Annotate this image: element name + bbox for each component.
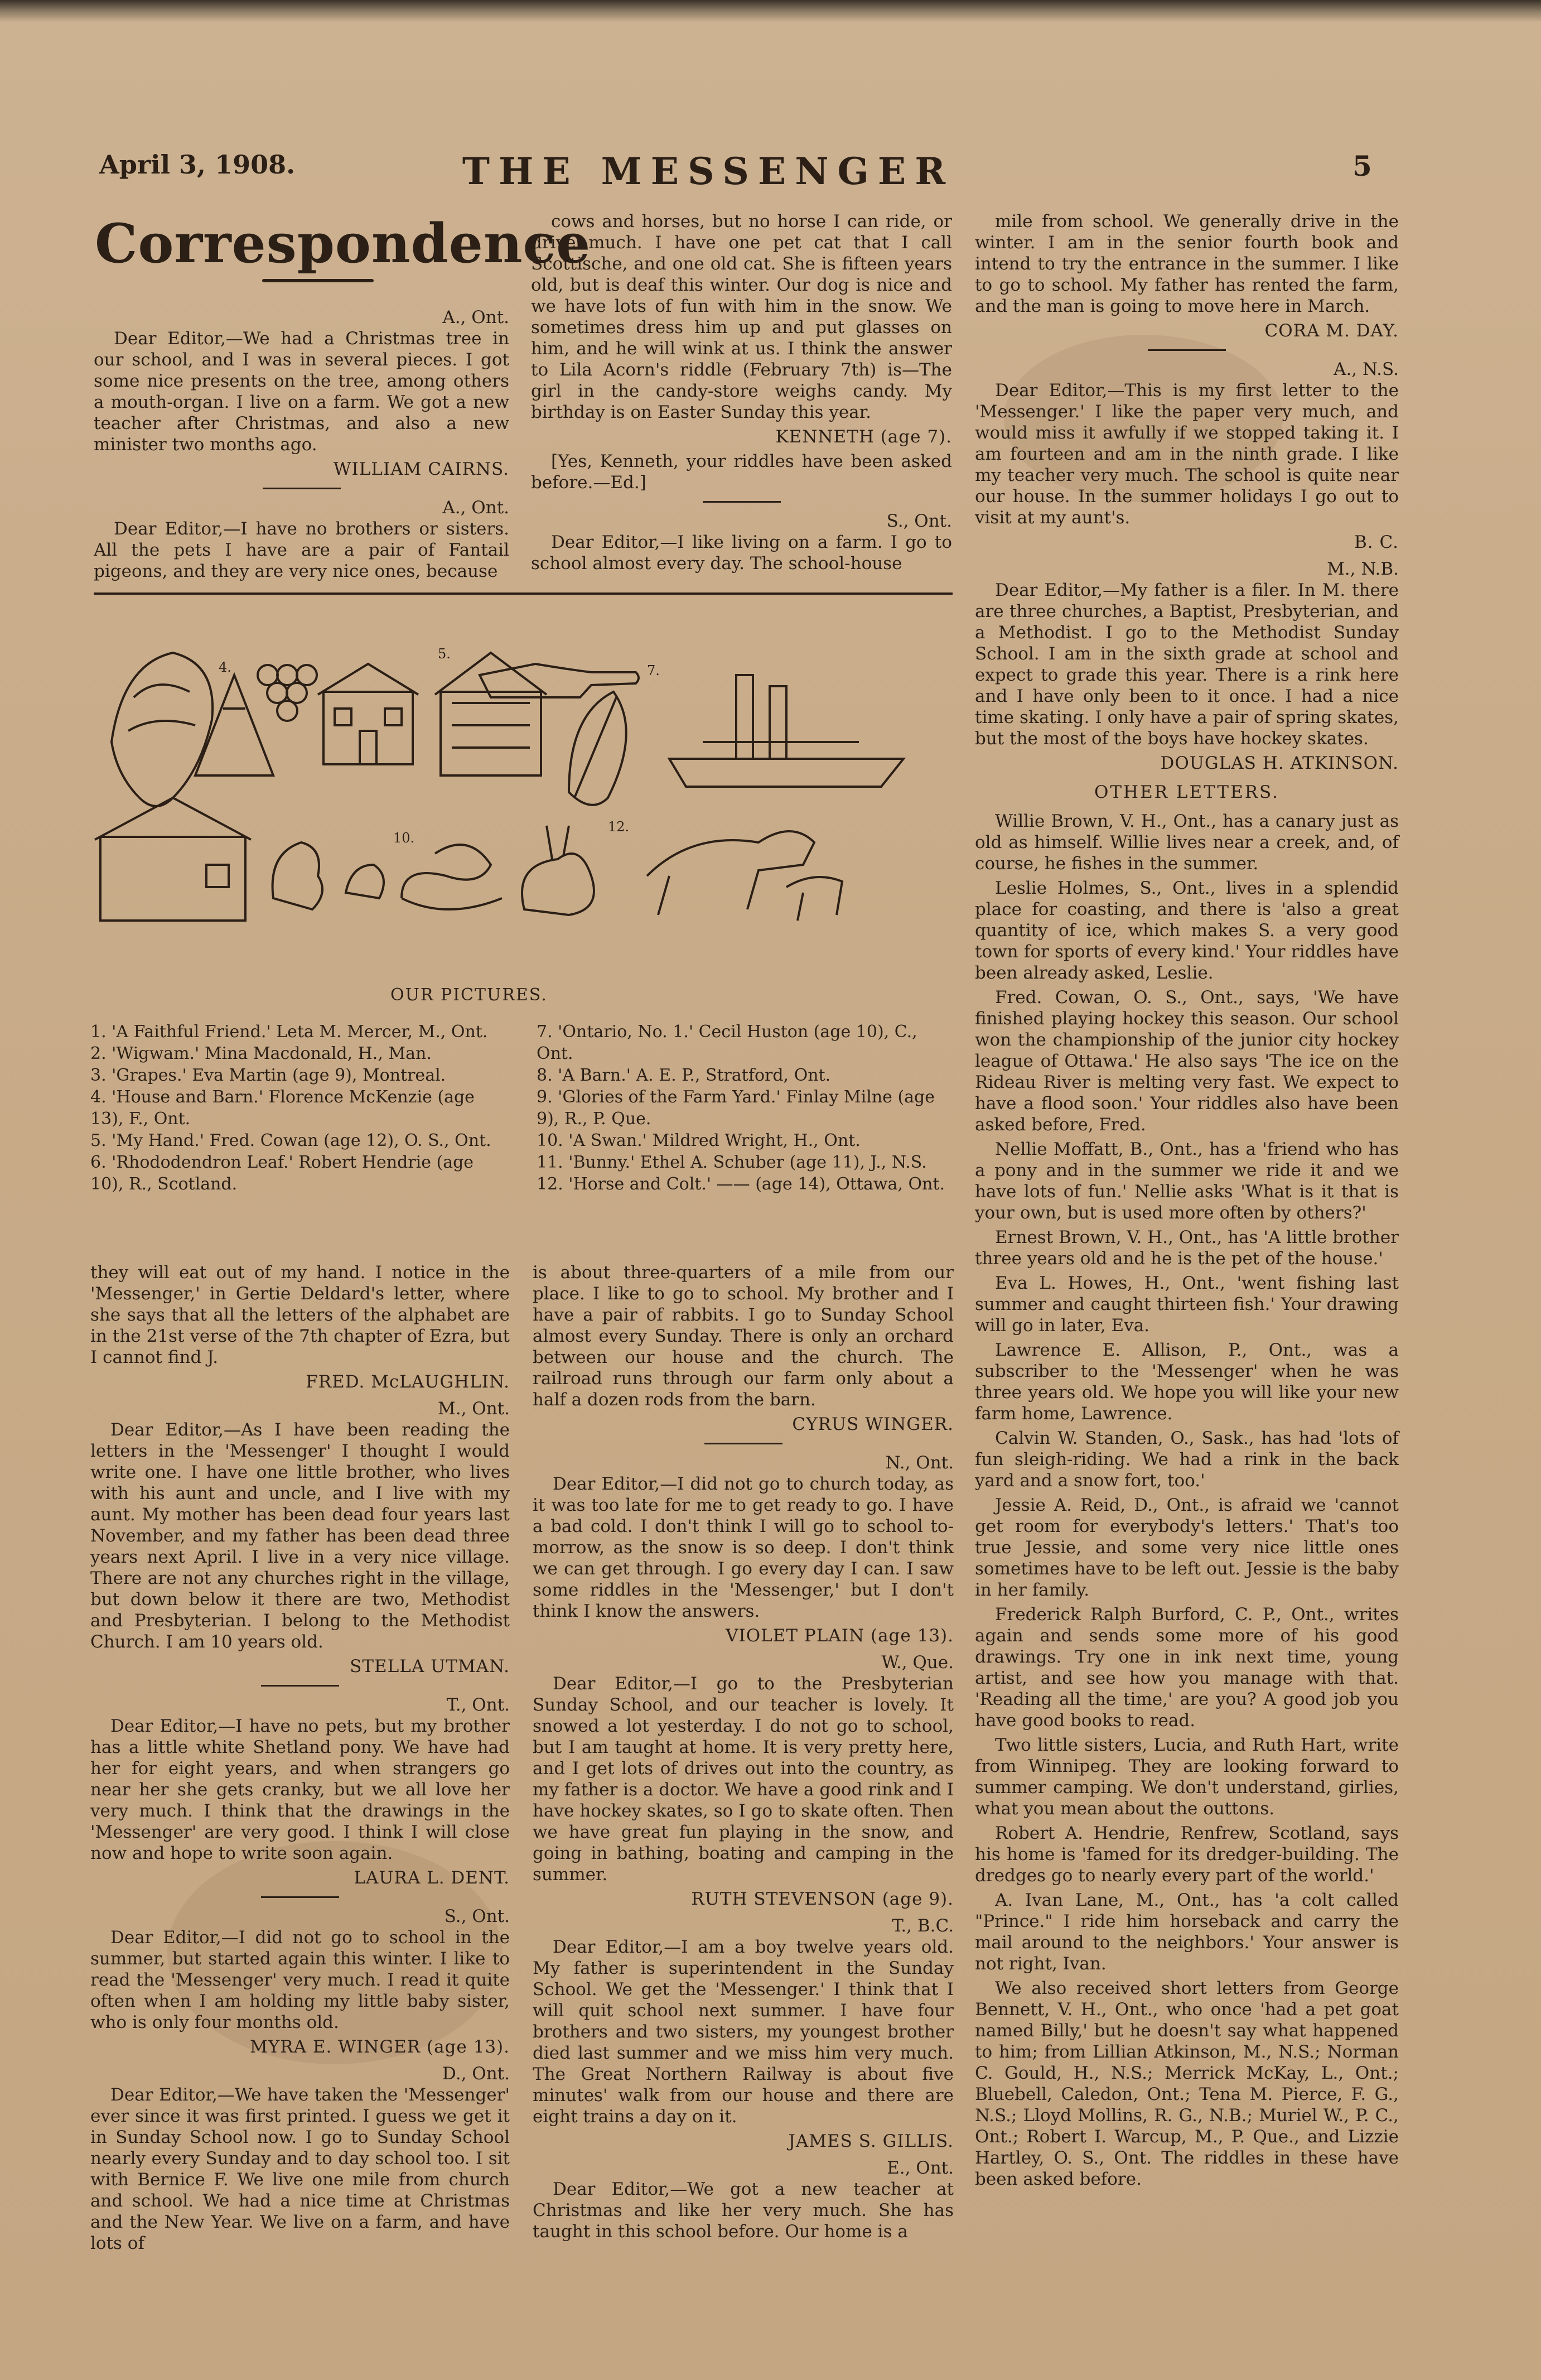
letter-text: Dear Editor,—As I have been reading the letters in the 'Messenger' I thought I would write one. I have one little brother, who lives with his aunt and uncle, and I live with my aunt. My mother has been dead four years last November, and my father has been dead three years next April. I live in a very nice village. There are not any churches right in the village, but down below it there are two, Methodist and Presbyterian. I belong to the Methodist Church. I am 10 years old. bbox=[90, 1420, 510, 1652]
letter-text: Dear Editor,—My father is a filer. In M. there are three churches, a Baptist, Presbyterian, and a Methodist. I go to the Methodist Sunday School. I am in the sixth grade at school and expect to grade this year. There is a rink here and I have only been to it once. I had a nice time skating. I only have a pair of spring skates, but the most of the boys have hockey skates. bbox=[975, 580, 1399, 749]
column-1-top bbox=[94, 301, 509, 585]
letter-separator bbox=[261, 1896, 339, 1898]
letter-text: Jessie A. Reid, D., Ont., is afraid we 'cannot get room for everybody's letters.' That's too true Jessie, and some very nice little ones sometimes have to be left out. Jessie is the baby in her family. bbox=[975, 1495, 1399, 1600]
letter-text: Frederick Ralph Burford, C. P., Ont., writes again and sends some more of his good drawings. Try one in ink next time, young artist, and see how you manage with that. 'Reading all the time,' are you? A good job you have good books to read. bbox=[975, 1605, 1399, 1731]
drawing-bunny bbox=[522, 826, 594, 915]
letter-location: M., Ont. bbox=[438, 1399, 510, 1419]
letter-text: Eva L. Howes, H., Ont., 'went fishing last summer and caught thirteen fish.' Your drawing will go in later, Eva. bbox=[975, 1273, 1399, 1336]
letter-separator bbox=[263, 488, 341, 489]
drawing-small-barn bbox=[95, 798, 251, 921]
letter-text: mile from school. We generally drive in the winter. I am in the senior fourth book and intend to try the entrance in the summer. I like to go to school. My father has rented the farm, and the man is going to move here in March. bbox=[975, 211, 1399, 316]
drawing-horse-and-colt bbox=[647, 831, 842, 921]
letter-location: S., Ont. bbox=[444, 1906, 510, 1926]
section-divider bbox=[94, 592, 953, 595]
letter-text: Willie Brown, V. H., Ont., has a canary just as old as himself. Willie lives near a creek, and, of course, he fishes in the summer. bbox=[975, 811, 1399, 874]
letter-location: D., Ont. bbox=[442, 2064, 510, 2084]
letter-text: is about three-quarters of a mile from our place. I like to go to school. My brother and I have a pair of rabbits. I go to Sunday School almost every Sunday. There is only an orchard between our house and the church. The railroad runs through our farm only about a half a dozen rods from the barn. bbox=[533, 1263, 954, 1410]
drawing-faithful-friend bbox=[112, 653, 212, 806]
title-underline bbox=[262, 279, 374, 282]
letter-signature: DOUGLAS H. ATKINSON. bbox=[1160, 753, 1399, 773]
page-number: 5 bbox=[1352, 150, 1372, 182]
letter-signature: FRED. McLAUGHLIN. bbox=[306, 1372, 510, 1392]
subheading: OTHER LETTERS. bbox=[1094, 782, 1280, 802]
letter-text: Dear Editor,—I go to the Presbyterian Sunday School, and our teacher is lovely. It snowed a lot yesterday. I do not go to school, but I am taught at home. It is very pretty here, and I get lots of drives out into the country, as my father is a doctor. We have a good rink and I have hockey skates, so I go to skate often. Then we have great fun playing in the snow, and going in bathing, boating and camping in the summer. bbox=[533, 1674, 954, 1885]
editor-note: [Yes, Kenneth, your riddles have been asked before.—Ed.] bbox=[531, 451, 952, 493]
letter-text: Dear Editor,—I have no pets, but my brother has a little white Shetland pony. We have had her for eight years, and when strangers go near her she gets cranky, but we all love her very much. I think that the drawings in the 'Messenger' are very good. I think I will close now and hope to write soon again. bbox=[90, 1716, 510, 1863]
letter-text: Dear Editor,—We got a new teacher at Christmas and like her very much. She has taught in this school before. Our home is a bbox=[533, 2179, 954, 2242]
letter-signature: STELLA UTMAN. bbox=[350, 1656, 510, 1676]
letter-location: T., Ont. bbox=[446, 1695, 510, 1715]
letter-text: Dear Editor,—I like living on a farm. I go to school almost every day. The school-house bbox=[531, 532, 952, 574]
picture-caption: 10. 'A Swan.' Mildred Wright, H., Ont. bbox=[537, 1131, 861, 1150]
letter-signature: WILLIAM CAIRNS. bbox=[333, 459, 509, 479]
letter-text: Dear Editor,—I have no brothers or sisters. All the pets I have are a pair of Fantail pigeons, and they are very nice ones, because bbox=[94, 519, 509, 581]
letter-separator bbox=[261, 1685, 339, 1687]
picture-caption: 4. 'House and Barn.' Florence McKenzie (age 13), F., Ont. bbox=[90, 1087, 475, 1129]
picture-caption: 8. 'A Barn.' A. E. P., Stratford, Ont. bbox=[537, 1066, 831, 1085]
column-1-bottom bbox=[90, 1262, 510, 2257]
picture-caption: 3. 'Grapes.' Eva Martin (age 9), Montreal. bbox=[90, 1066, 446, 1085]
picture-caption: 5. 'My Hand.' Fred. Cowan (age 12), O. S., Ont. bbox=[90, 1131, 491, 1150]
letter-location: A., N.S. bbox=[1334, 359, 1399, 379]
letter-location: N., Ont. bbox=[885, 1453, 954, 1473]
letter-location: M., N.B. bbox=[1327, 559, 1399, 579]
letter-signature: KENNETH (age 7). bbox=[775, 427, 952, 447]
picture-number: 5. bbox=[438, 646, 451, 662]
picture-caption: 2. 'Wigwam.' Mina Macdonald, H., Man. bbox=[90, 1044, 432, 1063]
letter-text: Ernest Brown, V. H., Ont., has 'A little brother three years old and he is the pet of the house.' bbox=[975, 1227, 1399, 1269]
drawing-house-and-barn bbox=[318, 664, 418, 764]
letter-text: Dear Editor,—I did not go to school in the summer, but started again this winter. I like to read the 'Messenger' very much. I read it quite often when I am holding my little baby sister, who is only four months old. bbox=[90, 1928, 510, 2032]
picture-number: 4. bbox=[219, 659, 231, 675]
letter-location: E., Ont. bbox=[887, 2158, 954, 2178]
letter-text: Dear Editor,—This is my first letter to the 'Messenger.' I like the paper very much, and would miss it awfully if we stopped taking it. I am fourteen and am in the ninth grade. I like my teacher very much. The school is quite near our house. In the summer holidays I go out to visit at my aunt's. bbox=[975, 380, 1399, 528]
picture-number: 12. bbox=[608, 819, 630, 835]
letter-text: We also received short letters from George Bennett, V. H., Ont., who once 'had a pet goat named Billy,' but he doesn't say what happened to him; from Lillian Atkinson, M., N.S.; Norman C. Gould, H., N.S.; Merrick McKay, L., Ont.; Bluebell, Caledon, Ont.; Tena M. Pierce, F. G., N.S.; Lloyd Mollins, R. G., N.B.; Muriel W., P. C., Ont.; Robert I. Warcup, M., P. Que., and Lizzie Hartley, O. S., Ont. The riddles in these have been asked before. bbox=[975, 1978, 1399, 2189]
letter-text: Fred. Cowan, O. S., Ont., says, 'We have finished playing hockey this season. Our school won the championship of the junior city hockey league of Ottawa.' He also says 'The ice on the Rideau River is melting very fast. We expect to have a flood soon.' Your riddles also have been asked before, Fred. bbox=[975, 987, 1399, 1135]
pictures-heading: OUR PICTURES. bbox=[390, 985, 548, 1005]
letter-text: Robert A. Hendrie, Renfrew, Scotland, says his home is 'famed for its dredger-building. The dredges go to nearly every part of the world.' bbox=[975, 1823, 1399, 1886]
letter-text: Nellie Moffatt, B., Ont., has a 'friend who has a pony and in the summer we ride it and we have lots of fun.' Nellie asks 'What is it that is your own, but is used more often by others?' bbox=[975, 1139, 1399, 1223]
drawing-wigwam bbox=[195, 675, 273, 775]
letter-signature: CYRUS WINGER. bbox=[792, 1414, 954, 1434]
column-2-top bbox=[531, 211, 952, 577]
letter-signature: MYRA E. WINGER (age 13). bbox=[250, 2037, 510, 2057]
picture-caption: 7. 'Ontario, No. 1.' Cecil Huston (age 10), C., Ont. bbox=[537, 1022, 917, 1063]
letter-text: A. Ivan Lane, M., Ont., has 'a colt called "Prince." I ride him horseback and carry the mail around to the neighbors.' Your answer is not right, Ivan. bbox=[975, 1890, 1399, 1974]
captions-left bbox=[90, 1021, 509, 1195]
childrens-drawings bbox=[89, 630, 959, 932]
picture-caption: 12. 'Horse and Colt.' —— (age 14), Ottawa, Ont. bbox=[537, 1174, 945, 1194]
picture-caption: 1. 'A Faithful Friend.' Leta M. Mercer, M., Ont. bbox=[90, 1022, 488, 1042]
drawing-barn bbox=[435, 653, 547, 775]
picture-caption: 9. 'Glories of the Farm Yard.' Finlay Milne (age 9), R., P. Que. bbox=[537, 1087, 935, 1129]
letter-location: T., B.C. bbox=[892, 1916, 954, 1936]
column-2-bottom bbox=[533, 1262, 954, 2246]
picture-caption: 11. 'Bunny.' Ethel A. Schuber (age 11), J., N.S. bbox=[537, 1153, 927, 1172]
letter-location: A., Ont. bbox=[442, 498, 509, 518]
letter-text: Dear Editor,—We have taken the 'Messenger' ever since it was first printed. I guess we get it in Sunday School now. I go to Sunday School nearly every Sunday and to day school too. I sit with Bernice F. We live one mile from church and school. We had a nice time at Christmas and the New Year. We live on a farm, and have lots of bbox=[90, 2085, 510, 2253]
picture-number: 7. bbox=[647, 663, 660, 678]
letter-text: they will eat out of my hand. I notice in the 'Messenger,' in Gertie Deldard's letter, where she says that all the letters of the alphabet are in the 21st verse of the 7th chapter of Ezra, but I cannot find J. bbox=[90, 1263, 510, 1367]
letter-text: Calvin W. Standen, O., Sask., has had 'lots of fun sleigh-riding. We had a rink in the back yard and a snow fort, too.' bbox=[975, 1428, 1399, 1491]
newspaper-title: THE MESSENGER bbox=[462, 150, 955, 193]
letter-signature: JAMES S. GILLIS. bbox=[788, 2131, 954, 2151]
picture-number: 10. bbox=[393, 830, 415, 846]
letter-location: W., Que. bbox=[881, 1652, 954, 1673]
section-title: Correspondence bbox=[95, 212, 591, 275]
letter-separator bbox=[1148, 349, 1226, 351]
torn-top-edge bbox=[0, 0, 1541, 22]
letter-signature: LAURA L. DENT. bbox=[354, 1868, 510, 1888]
picture-caption: 6. 'Rhododendron Leaf.' Robert Hendrie (age 10), R., Scotland. bbox=[90, 1153, 474, 1194]
letter-text: Dear Editor,—I am a boy twelve years old. My father is superintendent in the Sunday School. We get the 'Messenger.' I think that I will quit school next summer. I have four brothers and two sisters, my youngest brother died last summer and we miss him very much. The Great Northern Railway is about five minutes' walk from our house and there are eight trains a day on it. bbox=[533, 1937, 954, 2127]
letter-text: cows and horses, but no horse I can ride, or drive much. I have one pet cat that I call Scottische, and one old cat. She is fifteen years old, but is deaf this winter. Our dog is nice and we have lots of fun with him in the snow. We sometimes dress him up and put glasses on him, and he will wink at us. I think the answer to Lila Acorn's riddle (February 7th) is—The girl in the candy-store weighs candy. My birthday is on Easter Sunday this year. bbox=[531, 211, 952, 422]
drawing-grapes bbox=[258, 665, 317, 721]
drawing-swan bbox=[402, 845, 502, 909]
letter-text: Two little sisters, Lucia, and Ruth Hart, write from Winnipeg. They are looking forward to summer camping. We don't understand, girlies, what you mean about the outtons. bbox=[975, 1735, 1399, 1819]
letter-text: Dear Editor,—We had a Christmas tree in our school, and I was in several pieces. I got some nice presents on the tree, among others a mouth-organ. I live on a farm. We got a new teacher after Christmas, and also a new minister two months ago. bbox=[94, 329, 509, 455]
letter-signature: B. C. bbox=[1354, 532, 1399, 552]
letter-location: A., Ont. bbox=[442, 307, 509, 327]
captions-right bbox=[537, 1021, 955, 1195]
drawing-steamship bbox=[669, 675, 904, 787]
letter-text: Lawrence E. Allison, P., Ont., was a subscriber to the 'Messenger' when he was three years old. We hope you will like your new farm home, Lawrence. bbox=[975, 1340, 1399, 1424]
letter-text: Leslie Holmes, S., Ont., lives in a splendid place for coasting, and there is 'also a great quantity of ice, which makes S. a very good town for sports of every kind.' Your riddles have been already asked, Leslie. bbox=[975, 878, 1399, 983]
column-3 bbox=[975, 211, 1399, 2193]
letter-location: S., Ont. bbox=[886, 511, 952, 531]
drawing-leaf bbox=[569, 692, 626, 805]
letter-signature: CORA M. DAY. bbox=[1264, 321, 1399, 341]
letter-signature: RUTH STEVENSON (age 9). bbox=[691, 1889, 954, 1909]
drawing-farm-yard bbox=[273, 842, 384, 909]
letter-separator bbox=[704, 1443, 782, 1444]
issue-date: April 3, 1908. bbox=[99, 150, 296, 180]
letter-signature: VIOLET PLAIN (age 13). bbox=[726, 1626, 954, 1646]
letter-text: Dear Editor,—I did not go to church today, as it was too late for me to get ready to go. I have a bad cold. I don't think I will go to school to-morrow, as the snow is so deep. I don't think we can get through. I go every day I can. I saw some riddles in the 'Messenger,' but I don't think I know the answers. bbox=[533, 1474, 954, 1621]
letter-separator bbox=[703, 501, 781, 503]
